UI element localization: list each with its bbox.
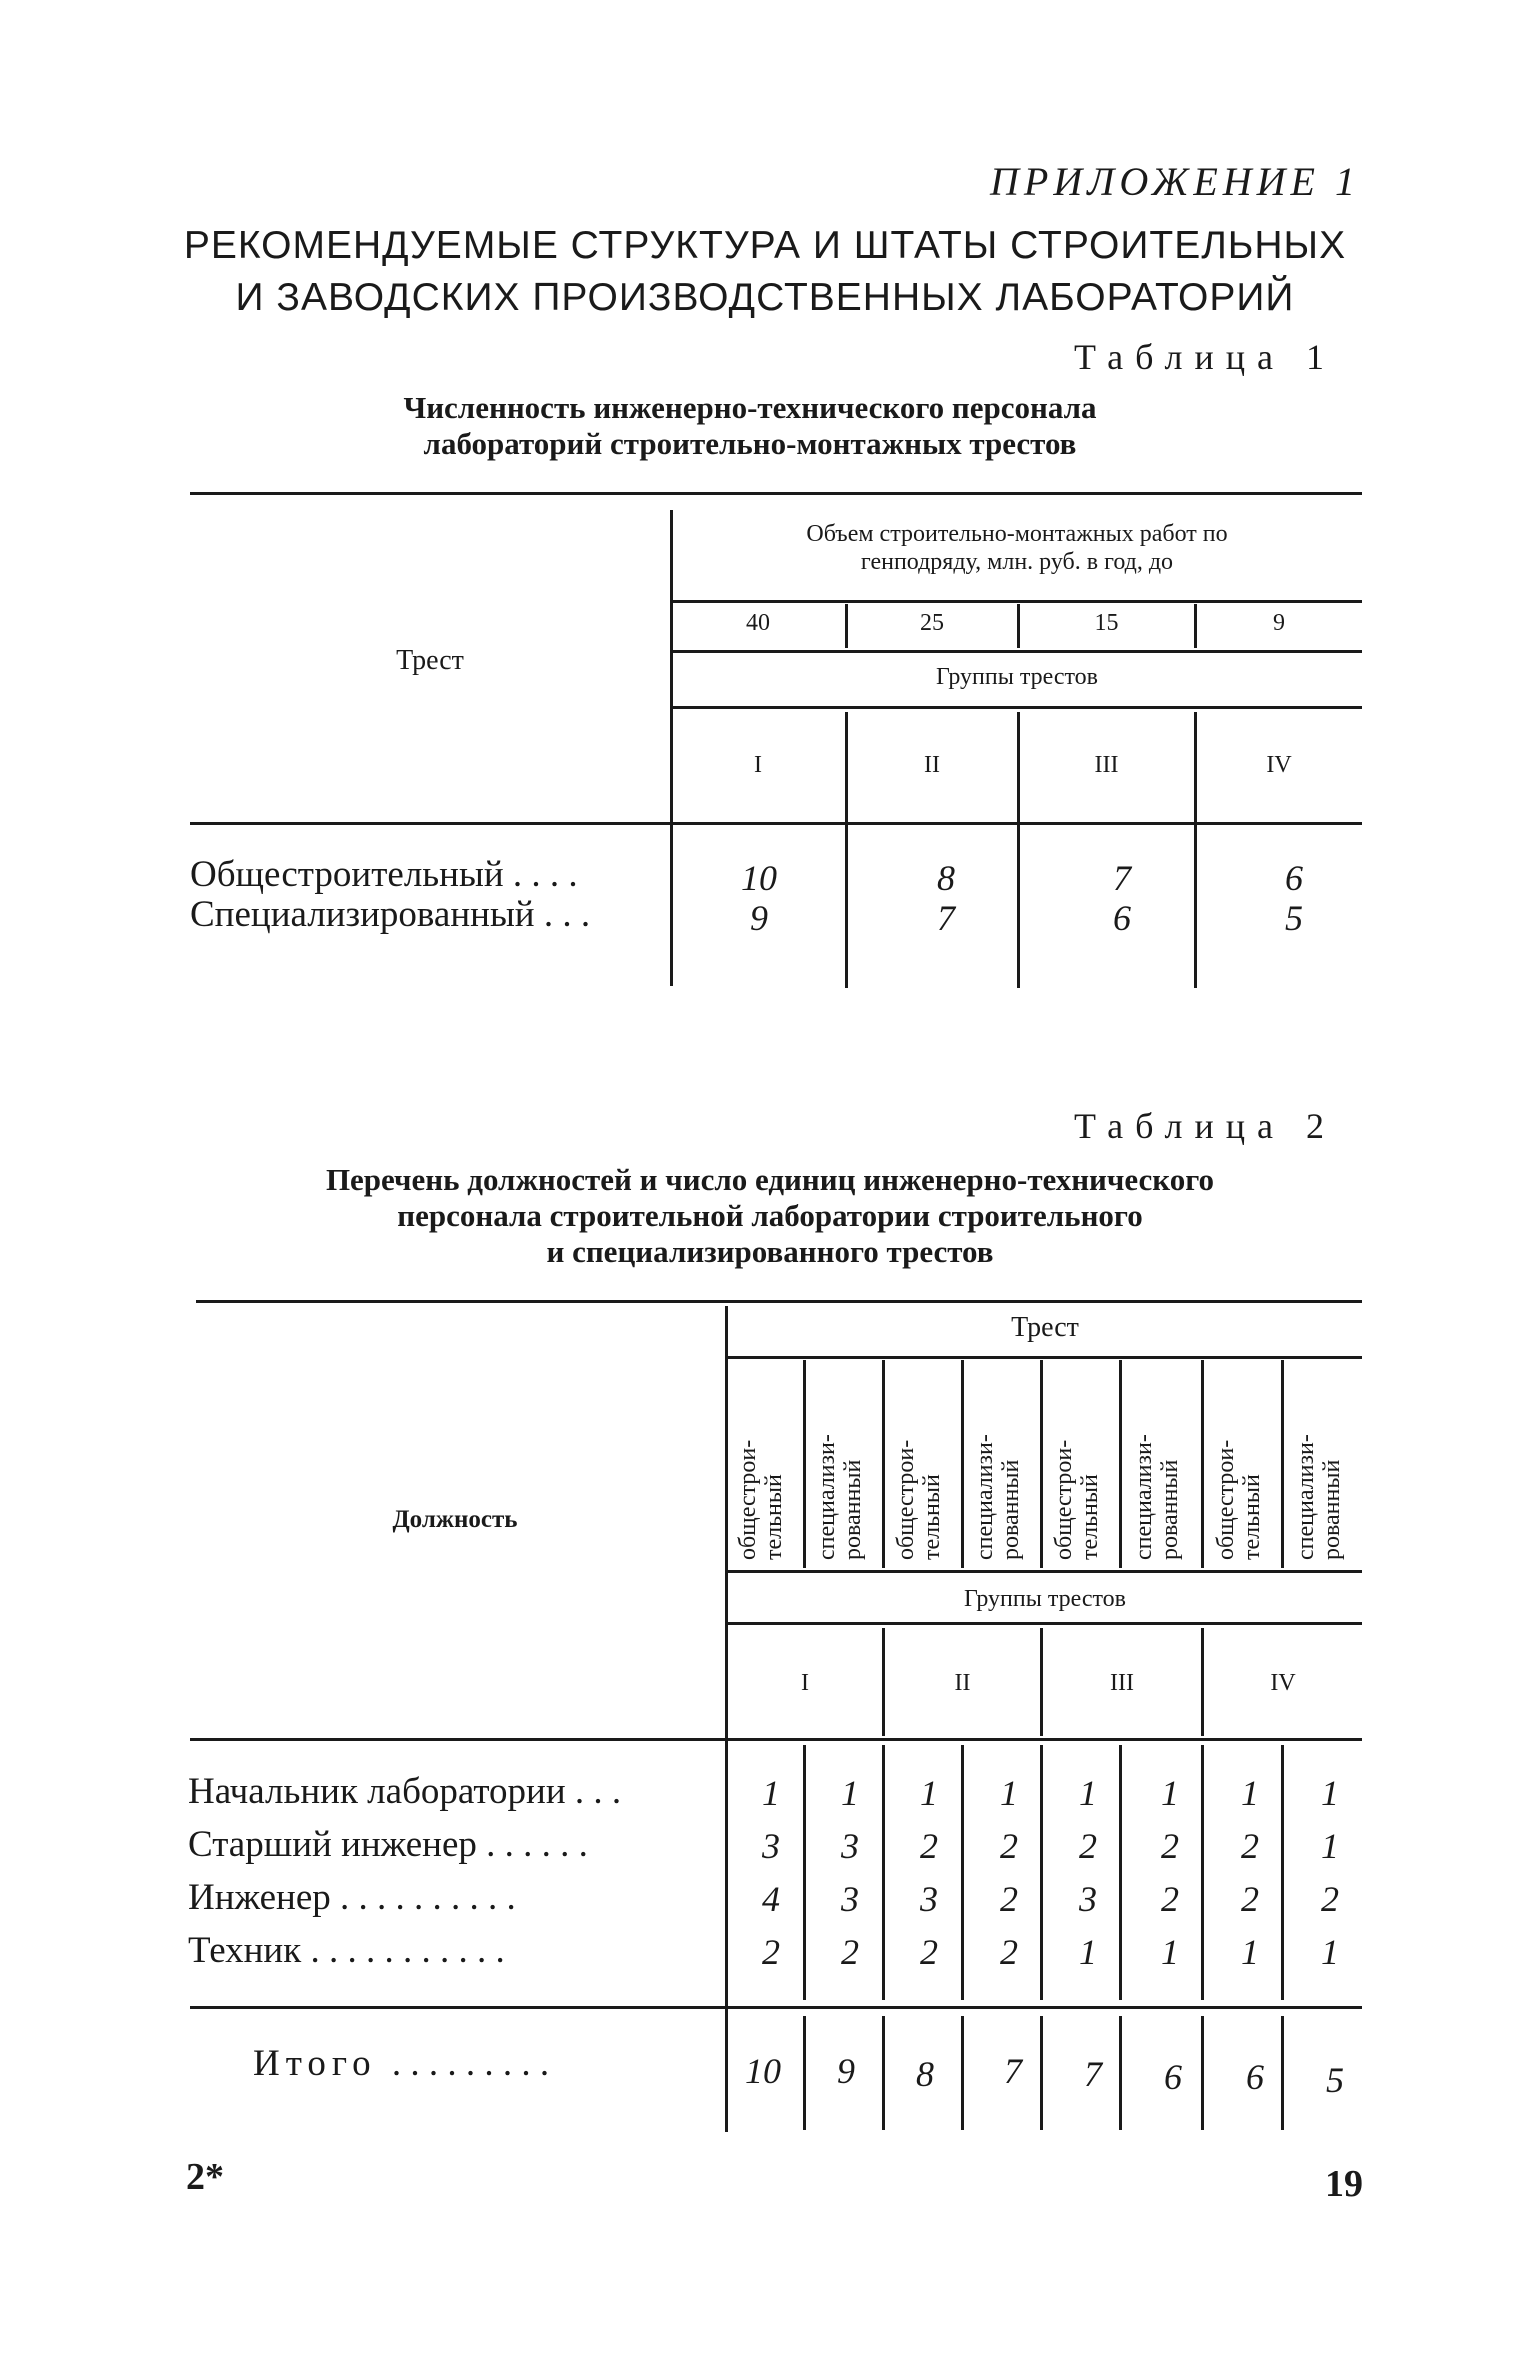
table2-trust-type-1-line-1: общестрои- <box>735 1439 761 1560</box>
table1-trust-header: Трест <box>396 645 464 676</box>
table2-total-value-8: 5 <box>1326 2060 1344 2100</box>
table2-row-4-value-3: 2 <box>920 1932 938 1972</box>
table2-total-divider-2 <box>882 2016 885 2130</box>
table2-row-4-value-6: 1 <box>1161 1932 1179 1972</box>
table2-trust-rule <box>726 1356 1362 1359</box>
table2-body-divider-6 <box>1201 1745 1204 2000</box>
table2-total-dots: . . . . . . . . . <box>391 2043 550 2084</box>
table2-row-4-value-7: 1 <box>1241 1932 1259 1972</box>
table2-caption <box>180 1162 1360 1270</box>
table2-row-2-value-5: 2 <box>1079 1826 1097 1866</box>
table2-trust-type-5-line-2: тельный <box>1077 1474 1103 1560</box>
table1-row-1-value-3: 7 <box>1113 858 1131 898</box>
table2-trust-type-2 <box>814 1374 866 1560</box>
table1-caption-line-2: лабораторий строительно-монтажных трестов <box>423 426 1077 461</box>
table2-total-value-4: 7 <box>1004 2051 1022 2091</box>
table2-row-2-dots: . . . . . . <box>486 1824 588 1865</box>
table2-row-4-label <box>188 1929 505 1972</box>
table2-row-1-value-6: 1 <box>1161 1773 1179 1813</box>
table2-trust-type-7-line-2: тельный <box>1239 1474 1265 1560</box>
table2-row-2-value-8: 1 <box>1321 1826 1339 1866</box>
table2-row-4-name: Техник <box>188 1930 302 1971</box>
table2-row-1-value-8: 1 <box>1321 1773 1339 1813</box>
table2-caption-line-1: Перечень должностей и число единиц инженерно-технического <box>325 1162 1215 1197</box>
table2-total-value-3: 8 <box>916 2054 934 2094</box>
table2-row-2-label <box>188 1823 588 1866</box>
table2-type-divider-3 <box>961 1360 964 1568</box>
table2-row-2-value-2: 3 <box>841 1826 859 1866</box>
table2-type-divider-2 <box>882 1360 885 1568</box>
table1-volume-25: 25 <box>920 610 944 636</box>
table2-row-3-label <box>188 1876 516 1919</box>
table1-volume-header <box>672 520 1362 576</box>
table2-trust-type-8-line-1: специализи- <box>1293 1434 1319 1560</box>
table2-row-1-name: Начальник лаборатории <box>188 1771 566 1812</box>
table2-top-rule <box>196 1300 1362 1303</box>
table2-trust-type-6 <box>1131 1374 1183 1560</box>
table1-group-3: III <box>1094 752 1119 778</box>
table1-caption <box>260 390 1240 462</box>
table2-trust-type-8-line-2: рованный <box>1319 1459 1345 1560</box>
table2-row-1-value-4: 1 <box>1000 1773 1018 1813</box>
table2-row-2-value-3: 2 <box>920 1826 938 1866</box>
table2-row-3-name: Инженер <box>188 1877 331 1918</box>
table1-volume-40: 40 <box>746 610 770 636</box>
table2-trust-type-4 <box>972 1374 1024 1560</box>
table2-trust-type-2-line-1: специализи- <box>814 1434 840 1560</box>
table1-divider-main <box>670 510 673 986</box>
table2-row-4-value-8: 1 <box>1321 1932 1339 1972</box>
table1-groups-rule <box>672 706 1362 709</box>
table2-body-divider-3 <box>961 1745 964 2000</box>
table2-total-label <box>253 2042 549 2085</box>
table2-type-divider-6 <box>1201 1360 1204 1568</box>
table2-row-1-label <box>188 1770 621 1813</box>
table1-row-2-dots: . . . <box>543 894 591 935</box>
table2-row-3-value-1: 4 <box>762 1879 780 1919</box>
table1-row-2-value-4: 5 <box>1285 898 1303 938</box>
appendix-label: ПРИЛОЖЕНИЕ 1 <box>990 159 1360 204</box>
table2-trust-type-5-line-1: общестрои- <box>1051 1439 1077 1560</box>
table2-group-4: IV <box>1270 1670 1296 1696</box>
table2-body-divider-7 <box>1281 1745 1284 2000</box>
table2-row-1-value-3: 1 <box>920 1773 938 1813</box>
table2-row-4-value-1: 2 <box>762 1932 780 1972</box>
table2-trust-type-1 <box>735 1374 787 1560</box>
table1-header-rule <box>190 822 1362 825</box>
table1-group-4: IV <box>1266 752 1292 778</box>
table1-volume-9: 9 <box>1273 610 1285 636</box>
table2-row-2-name: Старший инженер <box>188 1824 477 1865</box>
table2-types-rule <box>726 1570 1362 1573</box>
table2-total-divider-3 <box>961 2016 964 2130</box>
table2-groups-header: Группы трестов <box>963 1586 1127 1612</box>
table2-total-value-5: 7 <box>1084 2054 1102 2094</box>
table2-type-divider-5 <box>1119 1360 1122 1568</box>
table2-groups-rule <box>726 1622 1362 1625</box>
table1-row-1-label <box>190 853 578 896</box>
table2-label: Таблица 2 <box>1074 1106 1336 1146</box>
table1-row-1-dots: . . . . <box>512 854 578 895</box>
table2-row-3-value-6: 2 <box>1161 1879 1179 1919</box>
table2-type-divider-1 <box>803 1360 806 1568</box>
table1-row-2-value-2: 7 <box>937 898 955 938</box>
table2-row-4-dots: . . . . . . . . . . . <box>310 1930 505 1971</box>
table1-row-2-value-1: 9 <box>750 898 768 938</box>
table1-caption-line-1: Численность инженерно-технического персонала <box>403 390 1097 425</box>
table2-total-value-1: 10 <box>745 2051 781 2091</box>
table2-row-2-value-1: 3 <box>762 1826 780 1866</box>
table2-row-3-value-3: 3 <box>920 1879 938 1919</box>
table2-trust-header: Трест <box>1011 1312 1079 1343</box>
table2-trust-type-3-line-1: общестрои- <box>893 1439 919 1560</box>
table1-row-2-label <box>190 893 590 936</box>
table2-divider-main <box>725 1306 728 2132</box>
page-number: 19 <box>1325 2163 1363 2205</box>
table1-top-rule <box>190 492 1362 495</box>
table2-total-name: Итого <box>253 2043 377 2084</box>
table2-group-1: I <box>801 1670 809 1696</box>
table2-row-3-dots: . . . . . . . . . . <box>340 1877 516 1918</box>
table2-trust-type-6-line-2: рованный <box>1157 1459 1183 1560</box>
table2-group-2: II <box>954 1670 971 1696</box>
table2-trust-type-7-line-1: общестрои- <box>1213 1439 1239 1560</box>
table2-row-1-dots: . . . <box>574 1771 622 1812</box>
table1-volume-15: 15 <box>1094 610 1119 636</box>
table2-caption-line-3: и специализированного трестов <box>546 1234 994 1269</box>
table2-row-3-value-7: 2 <box>1241 1879 1259 1919</box>
table2-trust-type-4-line-1: специализи- <box>972 1434 998 1560</box>
table1-row-2-name: Специализированный <box>190 894 535 935</box>
table2-row-2-value-6: 2 <box>1161 1826 1179 1866</box>
table2-total-rule <box>190 2006 1362 2009</box>
table2-row-3-value-5: 3 <box>1079 1879 1097 1919</box>
table2-trust-type-3 <box>893 1374 945 1560</box>
table2-row-1-value-5: 1 <box>1079 1773 1097 1813</box>
table1-groups-header: Группы трестов <box>935 664 1099 690</box>
table2-trust-type-5 <box>1051 1374 1103 1560</box>
table2-trust-type-4-line-2: рованный <box>998 1459 1024 1560</box>
table2-total-value-7: 6 <box>1246 2057 1264 2097</box>
table1-row-2-value-3: 6 <box>1113 898 1131 938</box>
table2-total-value-2: 9 <box>837 2051 855 2091</box>
table1-row-1-value-4: 6 <box>1285 858 1303 898</box>
table2-header-rule <box>190 1738 1362 1741</box>
table1-row-1-value-2: 8 <box>937 858 955 898</box>
table2-row-3-value-4: 2 <box>1000 1879 1018 1919</box>
main-title <box>150 220 1380 324</box>
main-title-line-1: РЕКОМЕНДУЕМЫЕ СТРУКТУРА И ШТАТЫ СТРОИТЕЛЬНЫХ <box>183 224 1347 267</box>
table2-total-value-6: 6 <box>1164 2057 1182 2097</box>
table2-row-4-value-2: 2 <box>841 1932 859 1972</box>
table2-trust-type-2-line-2: рованный <box>840 1459 866 1560</box>
main-title-line-2: И ЗАВОДСКИХ ПРОИЗВОДСТВЕННЫХ ЛАБОРАТОРИЙ <box>235 276 1295 319</box>
table2-row-1-value-2: 1 <box>841 1773 859 1813</box>
table2-body-divider-4 <box>1040 1745 1043 2000</box>
table2-row-2-value-4: 2 <box>1000 1826 1018 1866</box>
table2-row-3-value-8: 2 <box>1321 1879 1339 1919</box>
table1-volume-header-line-1: Объем строительно-монтажных работ по <box>806 521 1228 547</box>
table1-row-1-value-1: 10 <box>741 858 777 898</box>
table2-row-2-value-7: 2 <box>1241 1826 1259 1866</box>
table2-caption-line-2: персонала строительной лаборатории строительного <box>397 1198 1143 1233</box>
table2-position-header: Должность <box>392 1506 518 1533</box>
table2-row-4-value-4: 2 <box>1000 1932 1018 1972</box>
table2-trust-type-8 <box>1293 1374 1345 1560</box>
table1-group-1: I <box>754 752 762 778</box>
table2-trust-type-3-line-2: тельный <box>919 1474 945 1560</box>
table2-trust-type-7 <box>1213 1374 1265 1560</box>
table1-row-1-name: Общестроительный <box>190 854 504 895</box>
table2-group-3: III <box>1110 1670 1134 1696</box>
table2-row-3-value-2: 3 <box>841 1879 859 1919</box>
table1-volume-header-line-2: генподряду, млн. руб. в год, до <box>860 549 1174 575</box>
table2-type-divider-4 <box>1040 1360 1043 1568</box>
table2-row-1-value-1: 1 <box>762 1773 780 1813</box>
table2-total-divider-1 <box>803 2016 806 2130</box>
table2-row-1-value-7: 1 <box>1241 1773 1259 1813</box>
table2-body-divider-1 <box>803 1745 806 2000</box>
table2-trust-type-1-line-2: тельный <box>761 1474 787 1560</box>
table1-volume-bottom-rule <box>672 650 1362 653</box>
table2-trust-type-6-line-1: специализи- <box>1131 1434 1157 1560</box>
table2-body-divider-2 <box>882 1745 885 2000</box>
table2-row-4-value-5: 1 <box>1079 1932 1097 1972</box>
signature-mark: 2* <box>186 2156 224 2198</box>
table1-volume-rule <box>672 600 1362 603</box>
table2-type-divider-7 <box>1281 1360 1284 1568</box>
table2-body-divider-5 <box>1119 1745 1122 2000</box>
table1-label: Таблица 1 <box>1074 337 1336 377</box>
table1-group-2: II <box>924 752 940 778</box>
